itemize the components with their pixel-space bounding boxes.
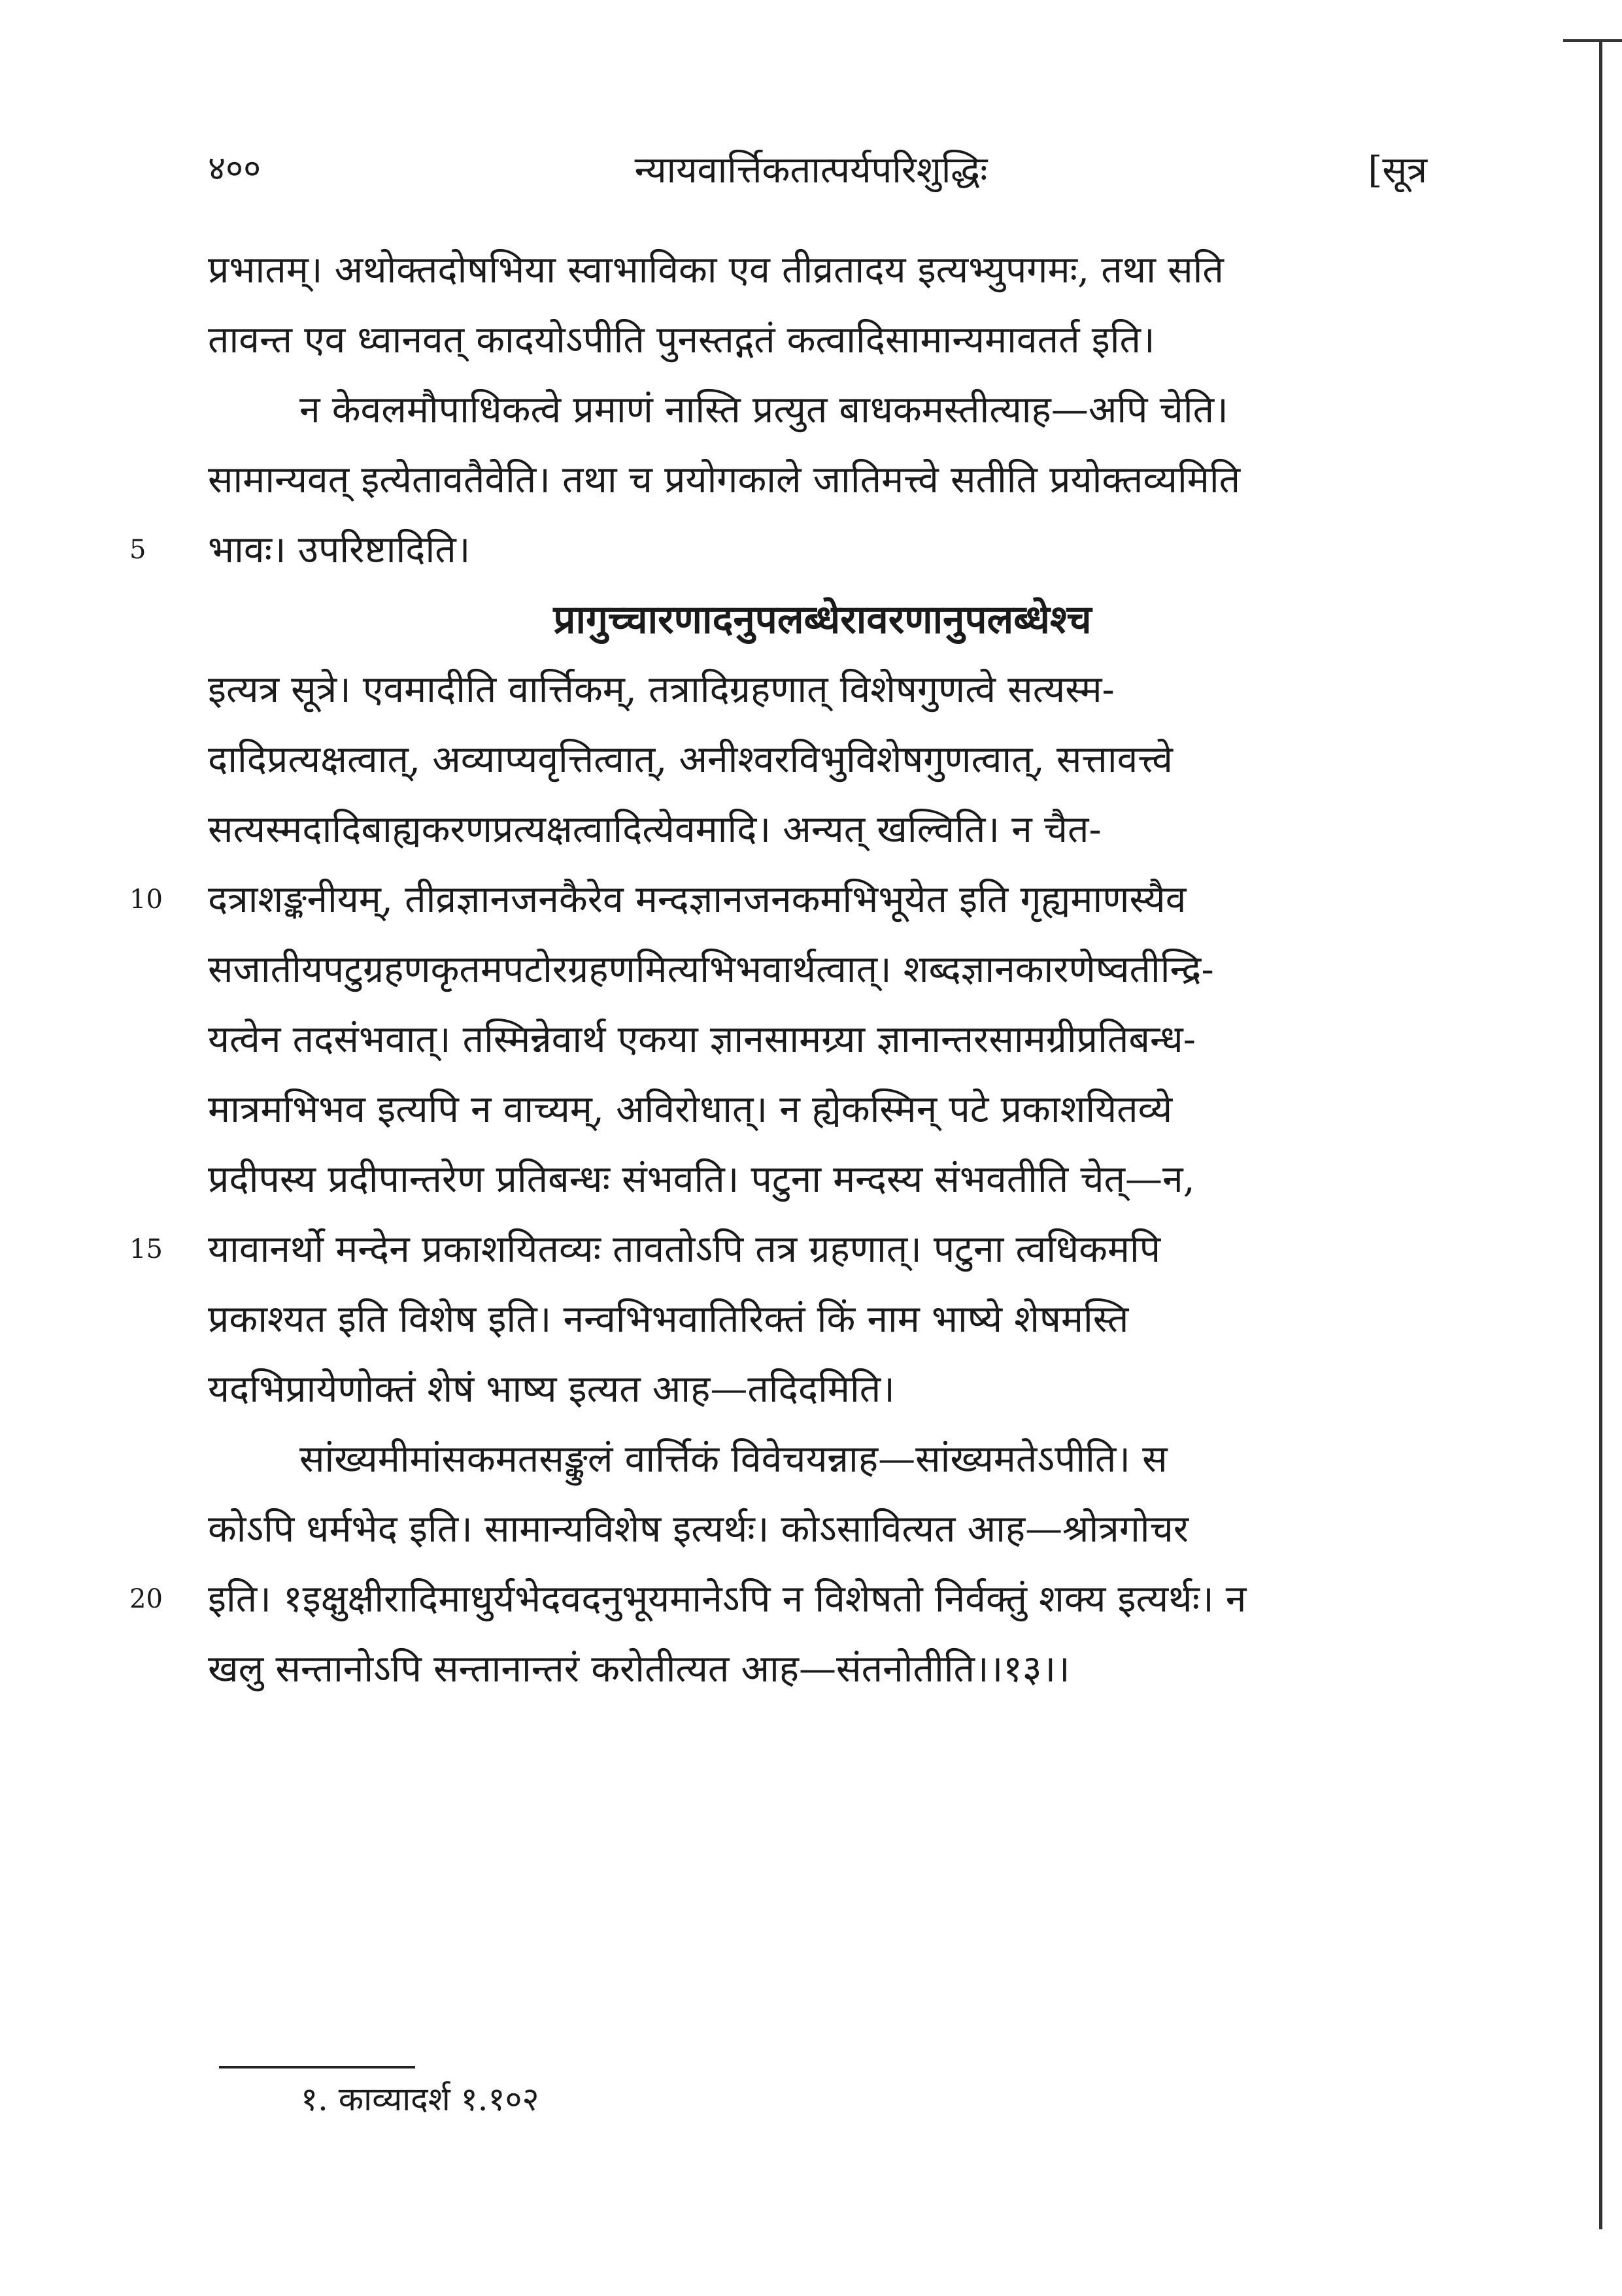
text-line: यदभिप्रायेणोक्तं शेषं भाष्य इत्यत आह—तदिदमिति। bbox=[208, 1368, 895, 1411]
text-line: 15 यावानर्थो मन्देन प्रकाशयितव्यः तावतोऽपि तत्र ग्रहणात्। पटुना त्वधिकमपि bbox=[129, 1228, 1161, 1271]
running-title: न्यायवार्त्तिकतात्पर्यपरिशुद्धिः bbox=[634, 149, 988, 192]
page-number: ४०० bbox=[208, 149, 262, 188]
text-line: प्रदीपस्य प्रदीपान्तरेण प्रतिबन्धः संभवति। पटुना मन्दस्य संभवतीति चेत्—न, bbox=[208, 1158, 1195, 1201]
page-edge-line bbox=[1599, 39, 1602, 2229]
text-line: सजातीयपटुग्रहणकृतमपटोरग्रहणमित्यभिभवार्थत्वात्। शब्दज्ञानकारणेष्वतीन्द्रि- bbox=[208, 948, 1214, 991]
text-line: मात्रमभिभव इत्यपि न वाच्यम्, अविरोधात्। न ह्येकस्मिन् पटे प्रकाशयितव्ये bbox=[208, 1088, 1173, 1131]
text-line: इत्यत्र सूत्रे। एवमादीति वार्त्तिकम्, तत्रादिग्रहणात् विशेषगुणत्वे सत्यस्म- bbox=[208, 668, 1115, 711]
text-line: सामान्यवत् इत्येतावतैवेति। तथा च प्रयोगकाले जातिमत्त्वे सतीति प्रयोक्तव्यमिति bbox=[208, 458, 1241, 501]
text-line: 10 दत्राशङ्कनीयम्, तीव्रज्ञानजनकैरेव मन्दज्ञानजनकमभिभूयेत इति गृह्यमाणस्यैव bbox=[129, 878, 1187, 921]
text-line: खलु सन्तानोऽपि सन्तानान्तरं करोतीत्यत आह—संतनोतीति।।१३।। bbox=[208, 1647, 1070, 1691]
text-line: दादिप्रत्यक्षत्वात्, अव्याप्यवृत्तित्वात्, अनीश्वरविभुविशेषगुणत्वात्, सत्तावत्त्वे bbox=[208, 738, 1173, 781]
main-text bbox=[129, 235, 1437, 1704]
page-header bbox=[0, 144, 1622, 203]
text-line: कोऽपि धर्मभेद इति। सामान्यविशेष इत्यर्थः। कोऽसावित्यत आह—श्रोत्रगोचर bbox=[208, 1508, 1189, 1551]
sutra-heading: प्रागुच्चारणादनुपलब्धेरावरणानुपलब्धेश्च bbox=[553, 597, 1092, 643]
footnote: १. काव्यादर्श १.१०२ bbox=[301, 2080, 539, 2118]
text-line: 5 भावः। उपरिष्टादिति। bbox=[129, 528, 471, 571]
page-edge-corner bbox=[1563, 39, 1622, 42]
text-line: सत्यस्मदादिबाह्यकरणप्रत्यक्षत्वादित्येवमादि। अन्यत् खल्विति। न चैत- bbox=[208, 808, 1102, 851]
text-line: न केवलमौपाधिकत्वे प्रमाणं नास्ति प्रत्युत बाधकमस्तीत्याह—अपि चेति। bbox=[299, 388, 1228, 431]
section-marker: [सूत्र bbox=[1368, 149, 1427, 192]
text-line: यत्वेन तदसंभवात्। तस्मिन्नेवार्थ एकया ज्ञानसामग्र्या ज्ञानान्तरसामग्रीप्रतिबन्ध- bbox=[208, 1018, 1196, 1061]
text-line: सांख्यमीमांसकमतसङ्कुलं वार्त्तिकं विवेचयन्नाह—सांख्यमतेऽपीति। स bbox=[299, 1438, 1168, 1481]
text-line: प्रकाश्यत इति विशेष इति। नन्वभिभवातिरिक्तं किं नाम भाष्ये शेषमस्ति bbox=[208, 1298, 1129, 1341]
text-line: तावन्त एव ध्वानवत् कादयोऽपीति पुनस्तद्गतं कत्वादिसामान्यमावतर्त इति। bbox=[208, 318, 1155, 362]
text-line: 20 इति। १इक्षुक्षीरादिमाधुर्यभेदवदनुभूयमानेऽपि न विशेषतो निर्वक्तुं शक्य इत्यर्थः। न bbox=[129, 1578, 1247, 1621]
footnote-rule bbox=[219, 2066, 415, 2068]
text-line: प्रभातम्। अथोक्तदोषभिया स्वाभाविका एव तीव्रतादय इत्यभ्युपगमः, तथा सति bbox=[208, 248, 1224, 292]
